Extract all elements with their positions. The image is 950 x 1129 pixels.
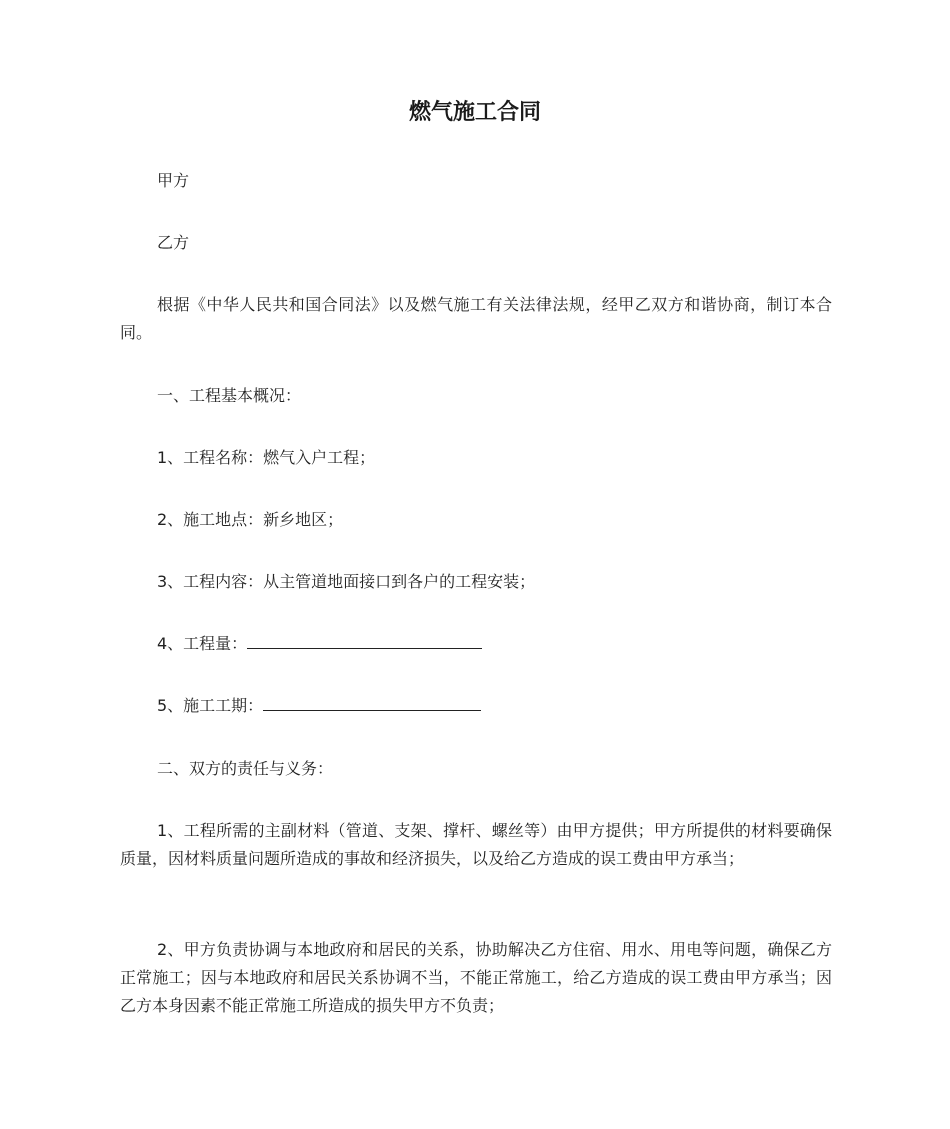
construction-period-blank <box>263 694 481 711</box>
document-title: 燃气施工合同 <box>408 100 541 125</box>
section-1-heading: 一、工程基本概况： <box>157 386 302 405</box>
item-work-quantity <box>120 630 832 658</box>
party-a-line: 甲方 <box>157 171 190 190</box>
item-construction-site: 2、施工地点：新乡地区； <box>157 510 344 529</box>
item-project-content: 3、工程内容：从主管道地面接口到各户的工程安装； <box>157 572 536 591</box>
duty-2-paragraph: 2、甲方负责协调与本地政府和居民的关系，协助解决乙方住宿、用水、用电等问题，确保乙方正常施工；因与本地政府和居民关系协调不当，不能正常施工，给乙方造成的误工费由甲方承当；因乙方本身因素不能正常施工所造成的损失甲方不负责； <box>120 940 832 1015</box>
duty-1-paragraph: 1、工程所需的主副材料（管道、支架、撑杆、螺丝等）由甲方提供；甲方所提供的材料要确保质量，因材料质量问题所造成的事故和经济损失，以及给乙方造成的误工费由甲方承当； <box>120 821 832 868</box>
work-quantity-label: 4、工程量： <box>157 634 248 653</box>
section-2-heading: 二、双方的责任与义务： <box>157 759 334 778</box>
party-b-line: 乙方 <box>157 233 190 252</box>
item-construction-period <box>120 692 832 720</box>
intro-paragraph: 根据《中华人民共和国合同法》以及燃气施工有关法律法规，经甲乙双方和谐协商，制订本合同。 <box>120 295 832 342</box>
work-quantity-blank <box>247 632 482 649</box>
construction-period-label: 5、施工工期： <box>157 696 264 715</box>
item-project-name: 1、工程名称：燃气入户工程； <box>157 448 376 467</box>
